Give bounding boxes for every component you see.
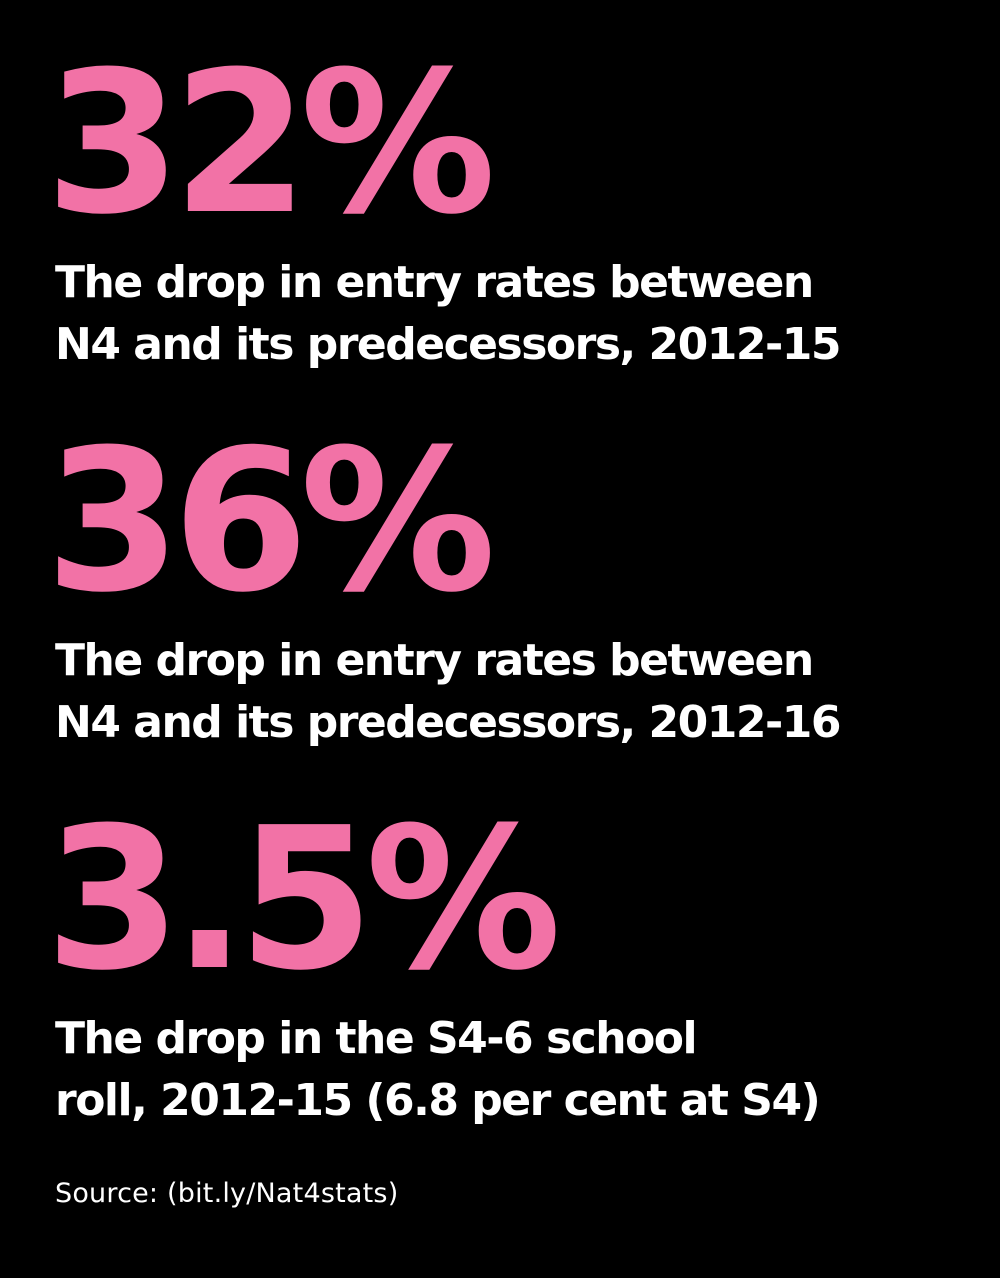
stat-block-entry-rates-2012-16 bbox=[45, 408, 950, 754]
stat-description-line: The drop in entry rates between bbox=[55, 257, 813, 308]
source-credit: Source: (bit.ly/Nat4stats) bbox=[55, 1178, 399, 1209]
stat-block-school-roll bbox=[45, 786, 950, 1132]
stat-block-entry-rates-2012-15 bbox=[45, 30, 950, 376]
stat-value: 32% bbox=[45, 30, 488, 258]
stat-description-line: N4 and its predecessors, 2012-16 bbox=[55, 697, 840, 748]
stat-value: 3.5% bbox=[45, 786, 553, 1014]
stat-description-line: roll, 2012-15 (6.8 per cent at S4) bbox=[55, 1075, 820, 1126]
stat-description-line: The drop in the S4-6 school bbox=[55, 1013, 697, 1064]
stat-description bbox=[55, 1008, 950, 1132]
stat-description-line: N4 and its predecessors, 2012-15 bbox=[55, 319, 840, 370]
stat-description-line: The drop in entry rates between bbox=[55, 635, 813, 686]
stat-value: 36% bbox=[45, 408, 488, 636]
stat-description bbox=[55, 252, 950, 376]
stat-description bbox=[55, 630, 950, 754]
